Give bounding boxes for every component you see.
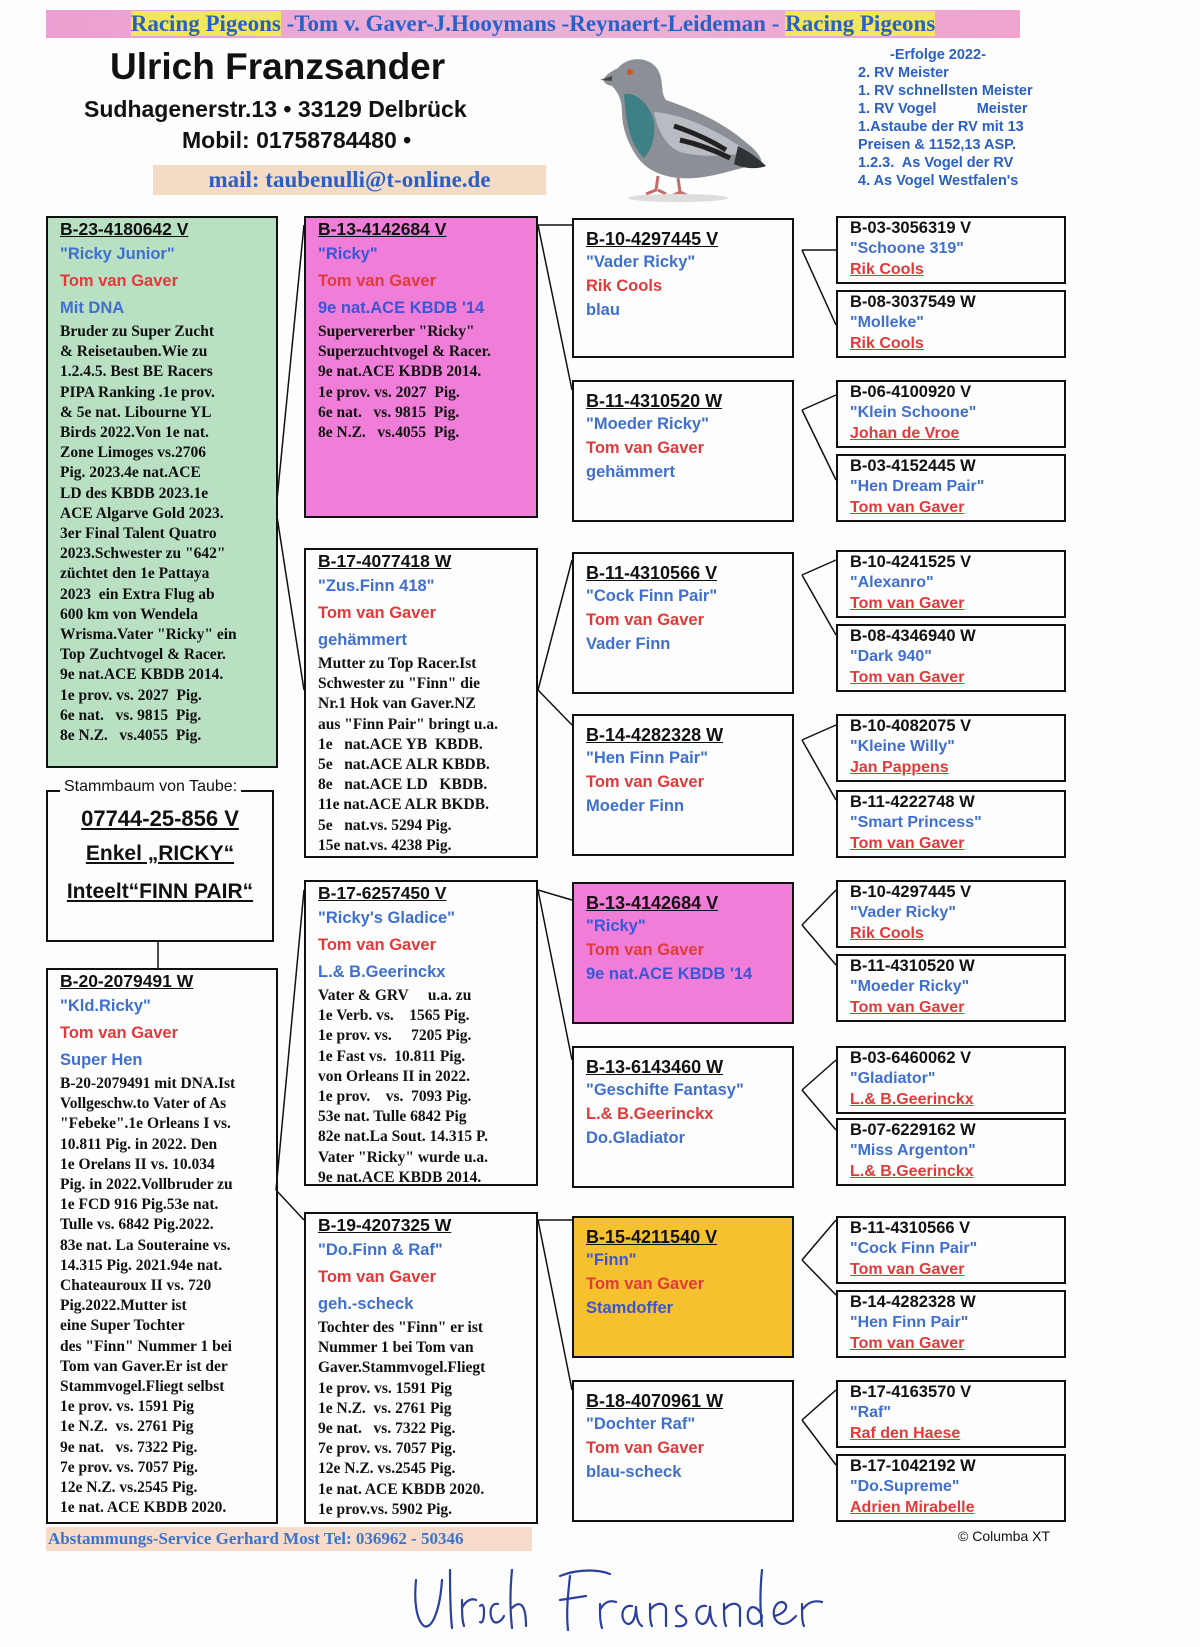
breeder: Tom van Gaver	[586, 941, 704, 959]
ring-number: B-03-4152445 W	[850, 457, 976, 475]
pigeon-name: "Dochter Raf"	[586, 1415, 696, 1433]
breeder: Tom van Gaver	[850, 999, 965, 1016]
pigeon-name: "Kld.Ricky"	[60, 997, 151, 1015]
breeder: Tom van Gaver	[850, 835, 965, 852]
pigeon-card-gen4	[836, 714, 1066, 782]
ring-number: B-17-4163570 V	[850, 1383, 972, 1401]
description: Mutter zu Top Racer.Ist Schwester zu "Finn" die Nr.1 Hok van Gaver.NZ aus "Finn Pair" bringt u.a. 1e nat.ACE YB KBDB. 5e nat.ACE ALR KBDB. 8e nat.ACE LD KBDB. 11e nat.ACE ALR BKDB. 5e nat.vs. 5294 Pig. 15e nat.vs. 4238 Pig.	[318, 655, 498, 854]
ring-number: B-18-4070961 W	[586, 1391, 724, 1411]
breeder: Tom van Gaver	[586, 611, 704, 629]
color-note: blau	[586, 301, 620, 319]
pigeon-card-dam	[46, 968, 278, 1524]
success-line: 4. As Vogel Westfalen's	[858, 173, 1019, 189]
pigeon-card-gen4	[836, 380, 1066, 448]
pigeon-name: "Zus.Finn 418"	[318, 577, 435, 595]
ring-number: B-10-4297445 V	[586, 229, 719, 249]
ring-number: B-20-2079491 W	[60, 971, 194, 991]
ring-number: B-17-6257450 V	[318, 883, 447, 903]
pigeon-card-gen4	[836, 290, 1066, 358]
pigeon-card-gen4	[836, 954, 1066, 1022]
pigeon-name: "Ricky"	[586, 917, 646, 935]
ring-number: B-14-4282328 W	[586, 725, 724, 745]
pigeon-name: "Dark 940"	[850, 648, 932, 665]
ring-number: B-10-4297445 V	[850, 883, 972, 901]
ring-number: B-13-4142684 V	[318, 219, 447, 239]
breeder: Raf den Haese	[850, 1425, 961, 1442]
breeder: Tom van Gaver	[850, 1261, 965, 1278]
pigeon-card-sire	[46, 216, 278, 768]
pigeon-name: "Do.Supreme"	[850, 1478, 960, 1495]
pigeon-name: "Ricky"	[318, 245, 378, 263]
ring-number: B-10-4241525 V	[850, 553, 972, 571]
ring-number: B-11-4310520 W	[850, 957, 975, 975]
pigeon-name: "Miss Argenton"	[850, 1142, 976, 1159]
pigeon-card-gen4	[836, 1118, 1066, 1186]
breeder: Rik Cools	[850, 925, 924, 942]
pigeon-card-gen4	[836, 1216, 1066, 1284]
success-line: 1. RV Vogel Meister	[858, 101, 1028, 117]
ring-number: B-03-6460062 V	[850, 1049, 972, 1067]
pigeon-name: "Cock Finn Pair"	[586, 587, 718, 605]
breeder: Tom van Gaver	[850, 1335, 965, 1352]
pigeon-card-gen4	[836, 454, 1066, 522]
pigeon-card-gen4	[836, 1290, 1066, 1358]
pigeon-card-gen4	[836, 1046, 1066, 1114]
ring-number: B-13-6143460 W	[586, 1057, 724, 1077]
breeder: L.& B.Geerinckx	[586, 1105, 714, 1123]
description: Supervererber "Ricky" Superzuchtvogel & Racer. 9e nat.ACE KBDB 2014. 1e prov. vs. 2027 Pig. 6e nat. vs. 9815 Pig. 8e N.Z. vs.4055 Pig.	[318, 323, 491, 442]
color-note: Moeder Finn	[586, 797, 685, 815]
breeder: Tom van Gaver	[60, 272, 178, 290]
success-line: 1.2.3. As Vogel der RV	[858, 155, 1014, 171]
color-note: Stamdoffer	[586, 1299, 674, 1317]
breeder: Tom van Gaver	[850, 669, 965, 686]
color-note: geh.-scheck	[318, 1295, 414, 1313]
banner-part-2: -Tom v. Gaver-J.Hooymans -Reynaert-Leideman -	[280, 11, 786, 36]
breeder: Adrien Mirabelle	[850, 1499, 975, 1516]
success-line: Preisen & 1152,13 ASP.	[858, 137, 1016, 153]
pigeon-card-gen3	[572, 882, 794, 1024]
pigeon-name: "Hen Finn Pair"	[850, 1314, 969, 1331]
breeder: Tom van Gaver	[318, 936, 436, 954]
breeder: Tom van Gaver	[318, 604, 436, 622]
pigeon-name: "Raf"	[850, 1404, 891, 1421]
description: Bruder zu Super Zucht & Reisetauben.Wie zu 1.2.4.5. Best BE Racers PIPA Ranking .1e prov. & 5e nat. Libourne YL Birds 2022.Von 1e nat. Zone Limoges vs.2706 Pig. 2023.4e nat.ACE LD des KBDB 2023.1e ACE Algarve Gold 2023. 3er Final Talent Quatro 2023.Schwester zu "642" züchtet den 1e Pattaya 2023 ein Extra Flug ab 600 km von Wendela Wrisma.Vater "Ricky" ein Top Zuchtvogel & Racer. 9e nat.ACE KBDB 2014. 1e prov. vs. 2027 Pig. 6e nat. vs. 9815 Pig. 8e N.Z. vs.4055 Pig.	[60, 323, 237, 745]
copyright: © Columba XT	[958, 1528, 1051, 1544]
owner-name: Ulrich Franzsander	[110, 46, 446, 87]
ring-number: B-11-4222748 W	[850, 793, 975, 811]
pigeon-icon	[588, 48, 768, 204]
ring-number: B-23-4180642 V	[60, 219, 189, 239]
owner-mail: mail: taubenulli@t-online.de	[153, 165, 546, 195]
breeder: Johan de Vroe	[850, 425, 960, 442]
service-footer: Abstammungs-Service Gerhard Most Tel: 036962 - 50346	[46, 1527, 532, 1551]
pigeon-name: "Schoone 319"	[850, 240, 964, 257]
breeder: Rik Cools	[586, 277, 663, 295]
pigeon-card-gen3	[572, 1216, 794, 1358]
ring-number: B-11-4310520 W	[586, 391, 723, 411]
pigeon-card-gen2	[304, 1212, 538, 1524]
pigeon-card-gen3	[572, 1380, 794, 1522]
color-note: 9e nat.ACE KBDB '14	[318, 299, 485, 317]
breeder: Rik Cools	[850, 261, 924, 278]
ring-number: B-14-4282328 W	[850, 1293, 976, 1311]
color-note: Vader Finn	[586, 635, 671, 653]
ring-number: B-13-4142684 V	[586, 893, 719, 913]
breeder: Tom van Gaver	[586, 773, 704, 791]
pigeon-name: "Ricky's Gladice"	[318, 909, 455, 927]
pigeon-name: "Molleke"	[850, 314, 924, 331]
breeder: Jan Pappens	[850, 759, 949, 776]
pigeon-name: "Ricky Junior"	[60, 245, 175, 263]
ring-number: B-03-3056319 V	[850, 219, 972, 237]
pigeon-card-gen2	[304, 880, 538, 1186]
pigeon-card-gen3	[572, 380, 794, 522]
ring-number: B-11-4310566 V	[586, 563, 718, 583]
signature-icon	[410, 1560, 830, 1640]
pigeon-name: "Kleine Willy"	[850, 738, 955, 755]
description: Vater & GRV u.a. zu 1e Verb. vs. 1565 Pig. 1e prov. vs. 7205 Pig. 1e Fast vs. 10.811 Pig. von Orleans II in 2022. 1e prov. vs. 7093 Pig. 53e nat. Tulle 6842 Pig 82e nat.La Sout. 14.315 P. Vater "Ricky" wurde u.a. 9e nat.ACE KBDB 2014.	[318, 987, 489, 1186]
pigeon-name: "Geschifte Fantasy"	[586, 1081, 744, 1099]
success-title: -Erfolge 2022-	[890, 47, 986, 63]
pigeon-name: "Moeder Ricky"	[850, 978, 970, 995]
breeder: Tom van Gaver	[850, 499, 965, 516]
owner-phone: Mobil: 01758784480 •	[182, 127, 412, 153]
success-line: 2. RV Meister	[858, 65, 949, 81]
pigeon-name: "Moeder Ricky"	[586, 415, 709, 433]
pigeon-name: "Smart Princess"	[850, 814, 982, 831]
pigeon-name: "Hen Finn Pair"	[586, 749, 708, 767]
pigeon-card-gen4	[836, 1454, 1066, 1522]
success-line: 1. RV schnellsten Meister	[858, 83, 1033, 99]
pigeon-name: "Finn"	[586, 1251, 637, 1269]
ring-number: B-11-4310566 V	[850, 1219, 971, 1237]
success-list	[858, 46, 1033, 190]
ring-number: B-06-4100920 V	[850, 383, 972, 401]
pedigree-line-3: Inteelt“FINN PAIR“	[66, 880, 254, 903]
color-note: gehämmert	[586, 463, 675, 481]
ring-number: B-08-3037549 W	[850, 293, 976, 311]
color-note: blau-scheck	[586, 1463, 682, 1481]
pigeon-name: "Do.Finn & Raf"	[318, 1241, 443, 1259]
pigeon-card-gen4	[836, 550, 1066, 618]
pedigree-line-2: Enkel „RICKY“	[85, 842, 235, 865]
header-banner	[46, 10, 1020, 38]
pigeon-card-gen2	[304, 216, 538, 518]
pigeon-card-gen3	[572, 218, 794, 358]
ring-number: B-15-4211540 V	[586, 1227, 718, 1247]
color-note: L.& B.Geerinckx	[318, 963, 446, 981]
ring-number: B-10-4082075 V	[850, 717, 972, 735]
pigeon-card-gen4	[836, 1380, 1066, 1448]
color-note: 9e nat.ACE KBDB '14	[586, 965, 753, 983]
pigeon-name: "Vader Ricky"	[586, 253, 696, 271]
pigeon-name: "Alexanro"	[850, 574, 934, 591]
breeder: Tom van Gaver	[850, 595, 965, 612]
color-note: gehämmert	[318, 631, 407, 649]
pigeon-card-gen2	[304, 548, 538, 858]
description: B-20-2079491 mit DNA.Ist Vollgeschw.to Vater of As "Febeke".1e Orleans I vs. 10.811 Pig. in 2022. Den 1e Orelans II vs. 10.034 Pig. in 2022.Vollbruder zu 1e FCD 916 Pig.53e nat. Tulle vs. 6842 Pig.2022. 83e nat. La Souteraine vs. 14.315 Pig. 2021.94e nat. Chateauroux II vs. 720 Pig.2022.Mutter ist eine Super Tochter des "Finn" Nummer 1 bei Tom van Gaver.Er ist der Stammvogel.Fliegt selbst 1e prov. vs. 1591 Pig 1e N.Z. vs. 2761 Pig 9e nat. vs. 7322 Pig. 7e prov. vs. 7057 Pig. 12e N.Z. vs.2545 Pig. 1e nat. ACE KBDB 2020.	[60, 1075, 236, 1517]
color-note: Do.Gladiator	[586, 1129, 686, 1147]
breeder: Rik Cools	[850, 335, 924, 352]
banner-part-1: Racing Pigeons	[130, 11, 281, 36]
pigeon-name: "Cock Finn Pair"	[850, 1240, 978, 1257]
pigeon-card-gen3	[572, 552, 794, 694]
pigeon-card-gen4	[836, 880, 1066, 948]
pedigree-caption: Stammbaum von Taube:	[60, 778, 241, 796]
ring-number: B-17-1042192 W	[850, 1457, 976, 1475]
pigeon-name: "Klein Schoone"	[850, 404, 977, 421]
banner-part-3: Racing Pigeons	[785, 11, 936, 36]
breeder: Tom van Gaver	[318, 272, 436, 290]
pigeon-name: "Gladiator"	[850, 1070, 936, 1087]
breeder: Tom van Gaver	[586, 1439, 704, 1457]
pigeon-card-gen3	[572, 1046, 794, 1188]
color-note: Super Hen	[60, 1051, 143, 1069]
owner-address: Sudhagenerstr.13 • 33129 Delbrück	[84, 96, 467, 122]
ring-number: B-19-4207325 W	[318, 1215, 452, 1235]
pigeon-name: "Hen Dream Pair"	[850, 478, 985, 495]
breeder: Tom van Gaver	[318, 1268, 436, 1286]
breeder: Tom van Gaver	[60, 1024, 178, 1042]
pigeon-name: "Vader Ricky"	[850, 904, 956, 921]
pigeon-card-gen4	[836, 216, 1066, 284]
breeder: Tom van Gaver	[586, 439, 704, 457]
ring-number: B-08-4346940 W	[850, 627, 976, 645]
breeder: Tom van Gaver	[586, 1275, 704, 1293]
pedigree-ring: 07744-25-856 V	[81, 806, 239, 831]
success-line: 1.Astaube der RV mit 13	[858, 119, 1024, 135]
breeder: L.& B.Geerinckx	[850, 1163, 974, 1180]
breeder: L.& B.Geerinckx	[850, 1091, 974, 1108]
ring-number: B-07-6229162 W	[850, 1121, 976, 1139]
pigeon-card-gen4	[836, 624, 1066, 692]
description: Tochter des "Finn" er ist Nummer 1 bei Tom van Gaver.Stammvogel.Fliegt 1e prov. vs. 1591 Pig 1e N.Z. vs. 2761 Pig 9e nat. vs. 7322 Pig. 7e prov. vs. 7057 Pig. 12e N.Z. vs.2545 Pig. 1e nat. ACE KBDB 2020. 1e prov.vs. 5902 Pig.	[318, 1319, 486, 1518]
ring-number: B-17-4077418 W	[318, 551, 452, 571]
pigeon-card-gen4	[836, 790, 1066, 858]
pigeon-card-gen3	[572, 714, 794, 856]
color-note: Mit DNA	[60, 299, 125, 317]
